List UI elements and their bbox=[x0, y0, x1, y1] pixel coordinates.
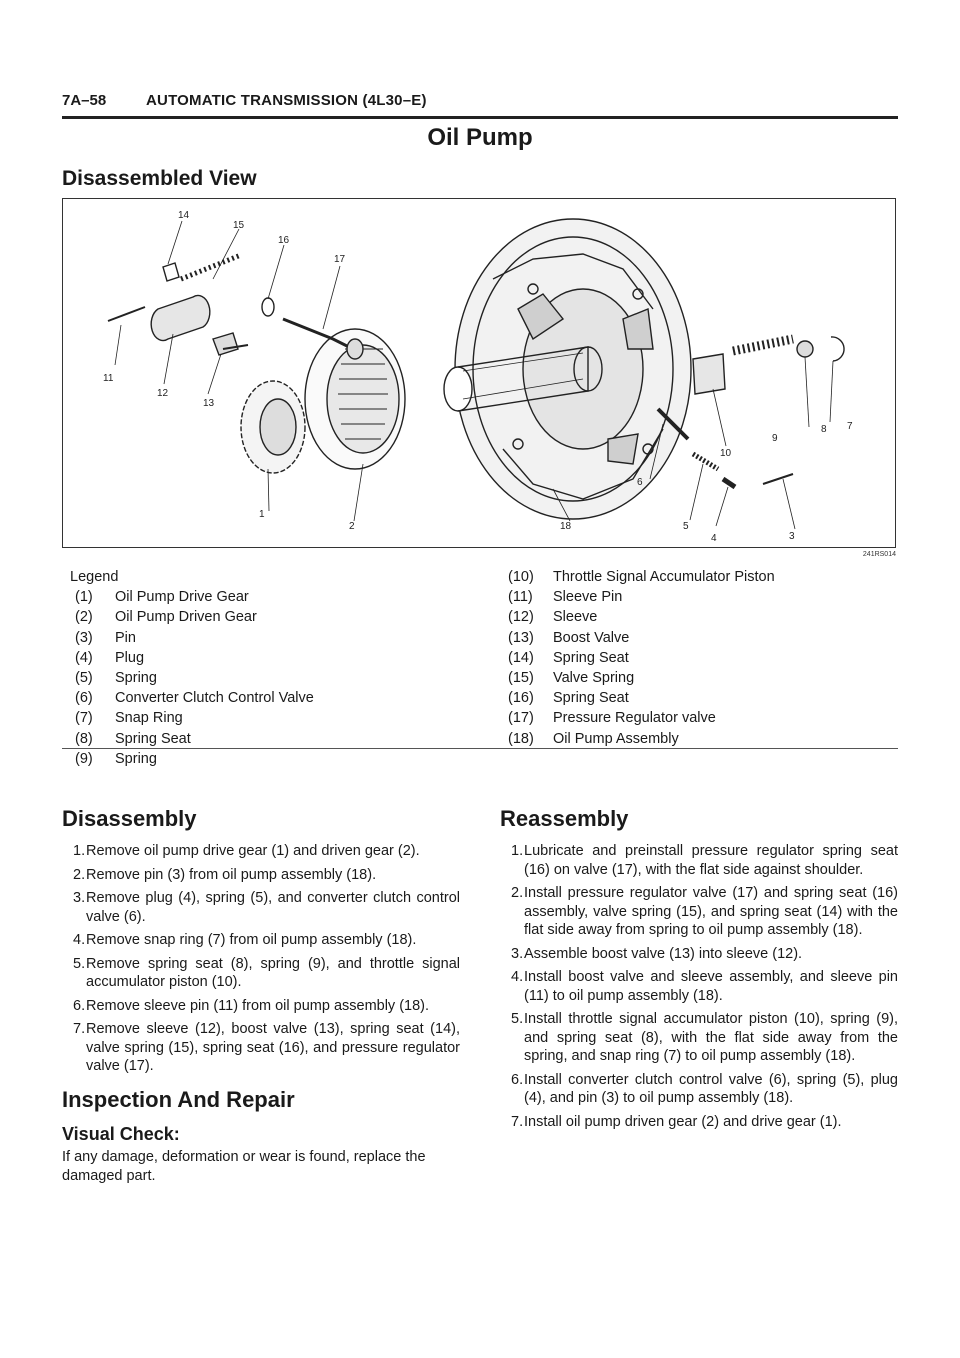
legend-item: (3) Pin bbox=[75, 629, 136, 646]
legend-item: (2) Oil Pump Driven Gear bbox=[75, 609, 257, 626]
reassembly-step: 5. Install throttle signal accumulator piston (10), spring (9), and spring seat (8), with the flat side away from the spring, and snap ring (7) to oil pump assembly (18). bbox=[511, 1011, 898, 1064]
oil-pump-assembly-drawing bbox=[444, 219, 691, 519]
callout-17: 17 bbox=[334, 254, 346, 265]
inspection-heading: Inspection And Repair bbox=[62, 1087, 295, 1112]
callout-4: 4 bbox=[711, 533, 717, 544]
disassembly-step: 7. Remove sleeve (12), boost valve (13), spring seat (14), valve spring (15), spring seat (16), and pressure regulator valve (17). bbox=[73, 1021, 460, 1074]
legend-heading-row bbox=[70, 567, 490, 587]
legend-item: (5) Spring bbox=[75, 669, 157, 686]
disassembly-step: 2. Remove pin (3) from oil pump assembly (18). bbox=[73, 866, 377, 883]
callout-12: 12 bbox=[157, 388, 169, 399]
callout-5: 5 bbox=[683, 521, 689, 532]
legend-item: (17) Pressure Regulator valve bbox=[508, 710, 716, 727]
disassembly-step: 4. Remove snap ring (7) from oil pump assembly (18). bbox=[73, 932, 417, 948]
legend-item: (9) Spring bbox=[75, 750, 157, 767]
figure-code: 241RS014 bbox=[862, 551, 896, 558]
reassembly-step: 1. Lubricate and preinstall pressure regulator spring seat (16) on valve (17), with the flat side against shoulder. bbox=[511, 843, 898, 878]
callout-8: 8 bbox=[821, 424, 827, 435]
visual-check-heading: Visual Check: bbox=[62, 1124, 180, 1144]
callout-16: 16 bbox=[278, 235, 290, 246]
callout-1: 1 bbox=[259, 509, 265, 520]
page-title: Oil Pump bbox=[427, 124, 533, 151]
reassembly-steps bbox=[500, 842, 898, 1136]
reassembly-step: 2. Install pressure regulator valve (17) and spring seat (16) assembly, valve spring (15), and spring seat (14) with the flat side away from spring to oil pump assembly (18). bbox=[511, 885, 898, 938]
manual-title: AUTOMATIC TRANSMISSION (4L30–E) bbox=[146, 92, 427, 109]
reassembly-step: 6. Install converter clutch control valve (6), spring (5), plug (4), and pin (3) to oil pump assembly (18). bbox=[511, 1071, 898, 1106]
section-divider bbox=[62, 748, 898, 749]
legend-item: (12) Sleeve bbox=[508, 609, 598, 626]
legend-item: (15) Valve Spring bbox=[508, 669, 635, 686]
legend-item: (6) Converter Clutch Control Valve bbox=[75, 690, 314, 707]
disassembly-step: 1. Remove oil pump drive gear (1) and driven gear (2). bbox=[73, 843, 420, 859]
reassembly-heading: Reassembly bbox=[500, 806, 629, 831]
legend-heading: Legend bbox=[70, 569, 119, 585]
disassembly-steps bbox=[62, 842, 460, 1081]
page-header bbox=[62, 92, 898, 119]
legend-left-column bbox=[70, 567, 490, 769]
legend-item: (16) Spring Seat bbox=[508, 690, 629, 707]
legend-item: (18) Oil Pump Assembly bbox=[508, 730, 679, 747]
legend-right-column bbox=[508, 567, 898, 749]
callout-3: 3 bbox=[789, 531, 795, 542]
reassembly-step: 3. Assemble boost valve (13) into sleeve (12). bbox=[511, 945, 803, 962]
legend-item: (7) Snap Ring bbox=[75, 710, 183, 727]
disassembly-step: 5. Remove spring seat (8), spring (9), and throttle signal accumulator piston (10). bbox=[73, 955, 460, 990]
reassembly-step: 7. Install oil pump driven gear (2) and drive gear (1). bbox=[511, 1113, 842, 1130]
drive-gear-drawing bbox=[241, 381, 305, 473]
legend-item: (10) Throttle Signal Accumulator Piston bbox=[508, 569, 775, 585]
callout-6: 6 bbox=[637, 477, 643, 488]
legend-item: (1) Oil Pump Drive Gear bbox=[75, 589, 249, 606]
callout-7: 7 bbox=[847, 421, 853, 432]
legend-item: (13) Boost Valve bbox=[508, 629, 630, 646]
callout-9: 9 bbox=[772, 433, 778, 444]
callout-14: 14 bbox=[178, 210, 190, 221]
exploded-view-figure bbox=[62, 198, 896, 548]
callout-2: 2 bbox=[349, 521, 355, 532]
legend-item: (4) Plug bbox=[75, 649, 145, 666]
legend-item: (11) Sleeve Pin bbox=[508, 589, 623, 606]
page-number: 7A–58 bbox=[62, 92, 107, 109]
exploded-view-drawing bbox=[63, 199, 897, 549]
callout-18: 18 bbox=[560, 521, 572, 532]
disassembled-view-heading: Disassembled View bbox=[62, 167, 257, 190]
visual-check-text: If any damage, deformation or wear is found, replace the damaged part. bbox=[62, 1149, 426, 1184]
callout-15: 15 bbox=[233, 220, 245, 231]
disassembly-step: 3. Remove plug (4), spring (5), and converter clutch control valve (6). bbox=[73, 890, 460, 925]
legend-item: (14) Spring Seat bbox=[508, 649, 629, 666]
callout-10: 10 bbox=[720, 448, 732, 459]
reassembly-step: 4. Install boost valve and sleeve assembly, and sleeve pin (11) to oil pump assembly (18). bbox=[511, 969, 898, 1004]
disassembly-step: 6. Remove sleeve pin (11) from oil pump assembly (18). bbox=[73, 997, 430, 1014]
callout-13: 13 bbox=[203, 398, 215, 409]
disassembly-heading: Disassembly bbox=[62, 806, 197, 831]
callout-11: 11 bbox=[103, 373, 114, 384]
legend-item: (8) Spring Seat bbox=[75, 730, 191, 747]
